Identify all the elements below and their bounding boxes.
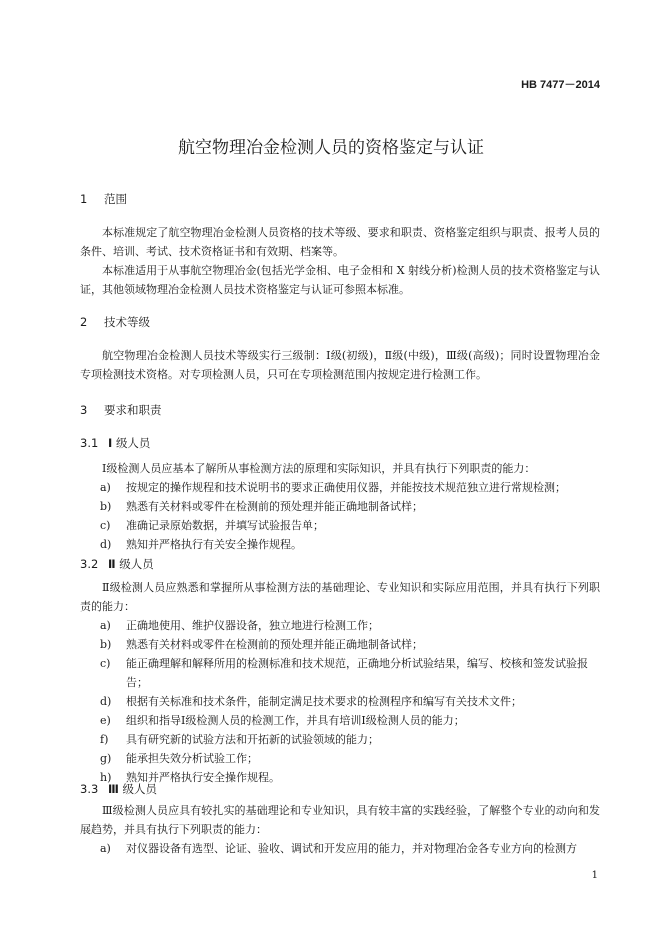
item-text: 按规定的操作规程和技术说明书的要求正确使用仪器，并能按技术规范独立进行常规检测； bbox=[126, 481, 566, 494]
list-item bbox=[80, 768, 600, 787]
item-label: f) bbox=[100, 733, 109, 746]
page-number: 1 bbox=[591, 870, 598, 881]
list-item bbox=[80, 730, 600, 749]
item-label: e) bbox=[100, 714, 111, 727]
standard-code: HB 7477－2014 bbox=[521, 79, 600, 91]
paragraph: 航空物理冶金检测人员技术等级实行三级制：Ⅰ级(初级)，Ⅱ级(中级)，Ⅲ级(高级)；同时设置物理冶金专项检测技术资格。对专项检测人员，只可在专项检测范围内按规定进行检测工作。 bbox=[80, 349, 600, 381]
item-text: 熟知并严格执行有关安全操作规程。 bbox=[126, 538, 302, 551]
list-item bbox=[80, 654, 600, 692]
item-label: a) bbox=[100, 481, 111, 494]
section-title: 范围 bbox=[104, 192, 127, 206]
item-label: d) bbox=[100, 538, 112, 551]
item-label: c) bbox=[100, 519, 111, 532]
intro-paragraph: Ⅰ级检测人员应基本了解所从事检测方法的原理和实际知识，并具有执行下列职责的能力： bbox=[102, 462, 536, 475]
item-label: d) bbox=[100, 695, 112, 708]
item-label: g) bbox=[100, 752, 112, 765]
section-number: 3 bbox=[80, 403, 88, 417]
paragraph: 本标准适用于从事航空物理冶金(包括光学金相、电子金相和 X 射线分析)检测人员的技术资格鉴定与认证，其他领域物理冶金检测人员技术资格鉴定与认证可参照本标准。 bbox=[80, 264, 600, 296]
list-item bbox=[80, 535, 600, 554]
section-number: 3.1 bbox=[80, 436, 99, 450]
item-label: b) bbox=[100, 500, 112, 513]
section-number: 1 bbox=[80, 192, 88, 206]
list-item bbox=[80, 692, 600, 711]
item-text: 熟悉有关材料或零件在检测前的预处理并能正确地制备试样； bbox=[126, 638, 423, 651]
section-3-1-heading bbox=[80, 435, 150, 451]
intro-paragraph: Ⅱ级检测人员应熟悉和掌握所从事检测方法的基础理论、专业知识和实际应用范围，并具有执行下列职责的能力： bbox=[80, 581, 600, 613]
list-item bbox=[80, 635, 600, 654]
section-3-2-heading bbox=[80, 556, 154, 572]
section-1-heading bbox=[80, 191, 127, 207]
item-text: 组织和指导Ⅰ级检测人员的检测工作，并具有培训Ⅰ级检测人员的能力； bbox=[126, 714, 465, 727]
level-roman: Ⅲ bbox=[108, 782, 119, 796]
level-roman: Ⅰ bbox=[108, 436, 113, 450]
section-2-heading bbox=[80, 314, 150, 330]
list-item bbox=[80, 711, 600, 730]
section-title: 级人员 bbox=[122, 782, 158, 796]
intro-paragraph: Ⅲ级检测人员应具有较扎实的基础理论和专业知识，具有较丰富的实践经验，了解整个专业的动向和发展趋势，并具有执行下列职责的能力： bbox=[80, 804, 600, 836]
item-text: 熟悉有关材料或零件在检测前的预处理并能正确地制备试样； bbox=[126, 500, 423, 513]
item-text: 熟知并严格执行安全操作规程。 bbox=[126, 771, 280, 784]
list-item bbox=[80, 616, 600, 635]
list-item bbox=[80, 497, 600, 516]
item-label: c) bbox=[100, 657, 111, 670]
item-label: a) bbox=[100, 619, 111, 632]
item-label: b) bbox=[100, 638, 112, 651]
item-label: h) bbox=[100, 771, 112, 784]
section-title: 级人员 bbox=[115, 436, 151, 450]
document-title: 航空物理冶金检测人员的资格鉴定与认证 bbox=[178, 138, 484, 158]
section-number: 3.3 bbox=[80, 782, 99, 796]
item-text: 具有研究新的试验方法和开拓新的试验领域的能力； bbox=[126, 733, 379, 746]
section-number: 2 bbox=[80, 315, 88, 329]
paragraph: 本标准规定了航空物理冶金检测人员资格的技术等级、要求和职责、资格鉴定组织与职责、报考人员的条件、培训、考试、技术资格证书和有效期、档案等。 bbox=[80, 226, 600, 258]
item-text: 准确记录原始数据，并填写试验报告单； bbox=[126, 519, 324, 532]
level-roman: Ⅱ bbox=[108, 557, 116, 571]
section-3-3-heading bbox=[80, 781, 157, 797]
item-text: 能正确理解和解释所用的检测标准和技术规范，正确地分析试验结果，编写、校核和签发试验报告； bbox=[126, 657, 588, 689]
section-number: 3.2 bbox=[80, 557, 99, 571]
item-text: 对仪器设备有选型、论证、验收、调试和开发应用的能力，并对物理冶金各专业方向的检测方 bbox=[126, 842, 577, 855]
list-item bbox=[80, 749, 600, 768]
item-text: 能承担失效分析试验工作； bbox=[126, 752, 258, 765]
section-title: 技术等级 bbox=[104, 315, 150, 329]
list-item bbox=[80, 839, 600, 858]
section-3-heading bbox=[80, 402, 162, 418]
item-label: a) bbox=[100, 842, 111, 855]
list-item bbox=[80, 478, 600, 497]
item-text: 根据有关标准和技术条件，能制定满足技术要求的检测程序和编写有关技术文件； bbox=[126, 695, 522, 708]
item-text: 正确地使用、维护仪器设备，独立地进行检测工作； bbox=[126, 619, 379, 632]
section-title: 要求和职责 bbox=[104, 403, 162, 417]
section-title: 级人员 bbox=[119, 557, 154, 571]
list-item bbox=[80, 516, 600, 535]
